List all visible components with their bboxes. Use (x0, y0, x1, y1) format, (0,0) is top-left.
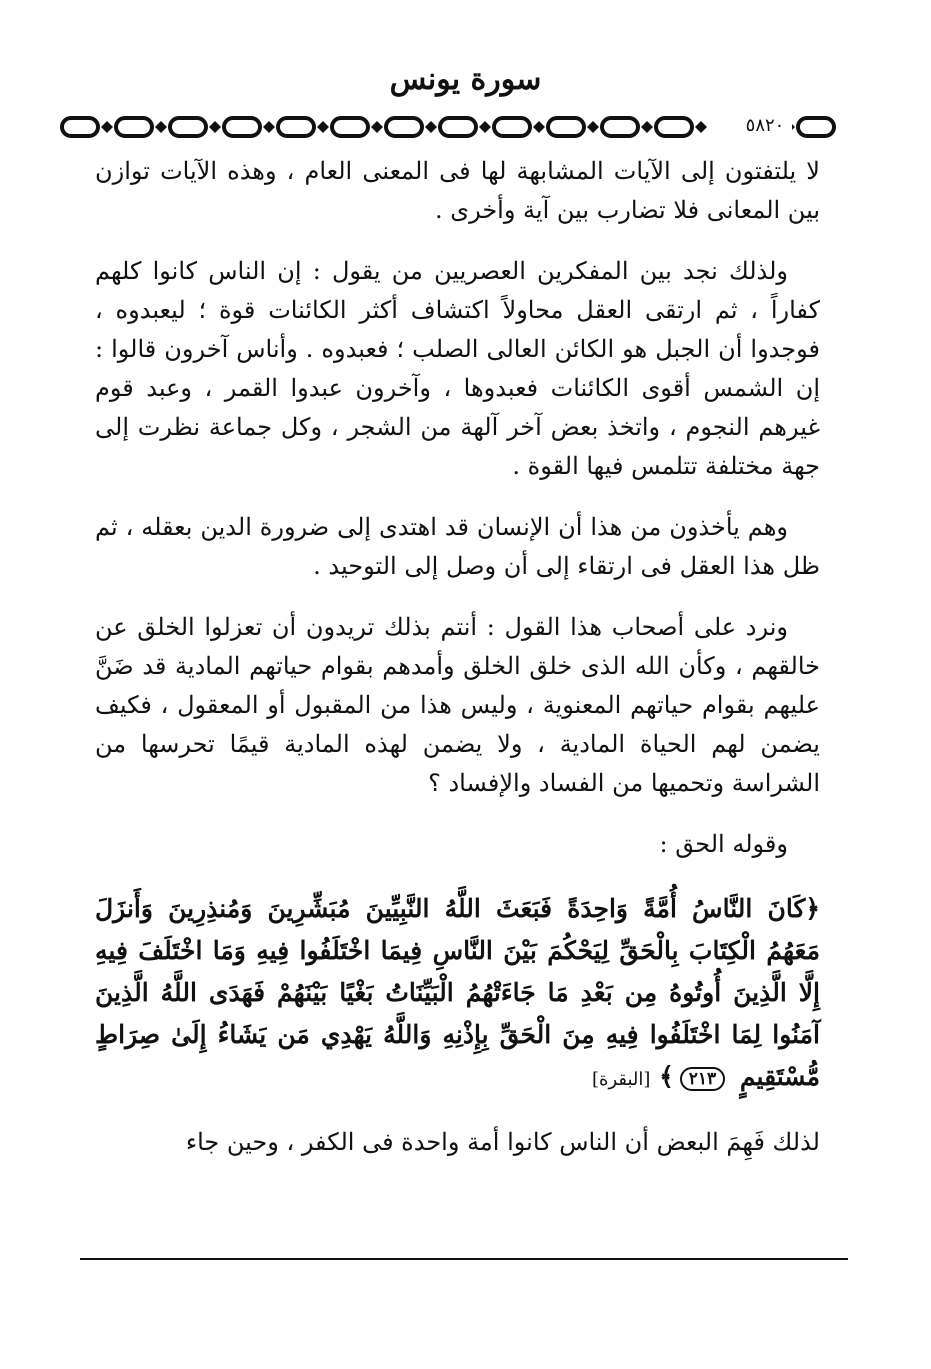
page-number: ٥٨٢٠ (738, 113, 792, 139)
verse-number: ٢١٣ (680, 1067, 725, 1091)
paragraph-1: لا يلتفتون إلى الآيات المشابهة لها فى المعنى العام ، وهذه الآيات توازن بين المعانى فلا تضارب بين آية وأخرى . (95, 157, 820, 224)
paragraph-4: ونرد على أصحاب هذا القول : أنتم بذلك تريدون أن تعزلوا الخلق عن خالقهم ، وكأن الله الذى خلق الخلق وأمدهم بقوام حياتهم المادية قد ضَنَّ عليهم بقوام حياتهم المعنوية ، وليس هذا من المقبول أو المعقول ، فكيف يضمن لهم الحياة المادية ، ولا يضمن لهذه المادية قيمًا تحرسها من الشراسة وتحميها من الفساد والإفساد ؟ (95, 613, 820, 797)
footer-rule (80, 1258, 848, 1260)
paragraph-2: ولذلك نجد بين المفكرين العصريين من يقول : إن الناس كانوا كلهم كفاراً ، ثم ارتقى العقل محاولاً اكتشاف أكثر الكائنات قوة ؛ ليعبدوه ، فوجدوا أن الجبل هو الكائن العالى الصلب ؛ فعبدوه . وأناس آخرون قالوا : إن الشمس أقوى الكائنات فعبدوها ، وآخرون عبدوا القمر ، وعبد قوم غيرهم النجوم ، واتخذ بعض آخر آلهة من الشجر ، وكل جماعة نظرت إلى جهة مختلفة تتلمس فيها القوة . (95, 257, 820, 480)
page-body (95, 152, 820, 1184)
verse-reference: [البقرة] (591, 1069, 651, 1090)
paragraph-5: وقوله الحق : (659, 830, 788, 858)
verse-close: ﴾ (659, 1062, 674, 1091)
verse-text: ﴿كَانَ النَّاسُ أُمَّةً وَاحِدَةً فَبَعَثَ اللَّهُ النَّبِيِّينَ مُبَشِّرِينَ وَمُنذِرِينَ وَأَنزَلَ مَعَهُمُ الْكِتَابَ بِالْحَقِّ لِيَحْكُمَ بَيْنَ النَّاسِ فِيمَا اخْتَلَفُوا فِيهِ وَمَا اخْتَلَفَ فِيهِ إِلَّا الَّذِينَ أُوتُوهُ مِن بَعْدِ مَا جَاءَتْهُمُ الْبَيِّنَاتُ بَغْيًا بَيْنَهُمْ فَهَدَى اللَّهُ الَّذِينَ آمَنُوا لِمَا اخْتَلَفُوا فِيهِ مِنَ الْحَقِّ بِإِذْنِهِ وَاللَّهُ يَهْدِي مَن يَشَاءُ إِلَىٰ صِرَاطٍ مُّسْتَقِيمٍ (95, 894, 820, 1091)
paragraph-3: وهم يأخذون من هذا أن الإنسان قد اهتدى إلى ضرورة الدين بعقله ، ثم ظل هذا العقل فى ارتقاء إلى أن وصل إلى التوحيد . (95, 513, 820, 580)
ornament-border (58, 112, 838, 142)
paragraph-6: لذلك فَهِمَ البعض أن الناس كانوا أمة واحدة فى الكفر ، وحين جاء (185, 1128, 820, 1156)
surah-title: سورة يونس (389, 62, 542, 97)
quran-verse (95, 888, 820, 1101)
